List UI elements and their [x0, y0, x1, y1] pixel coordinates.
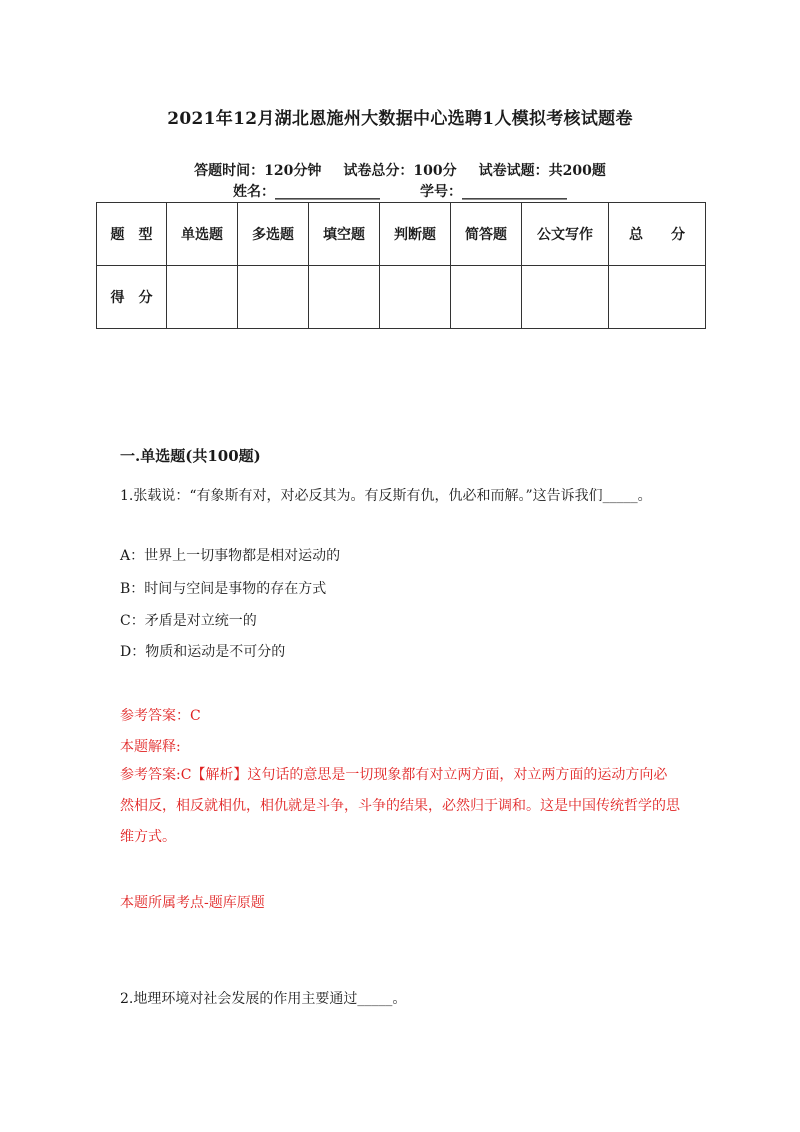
score-row-label: 得 分 — [97, 266, 167, 329]
student-id-field: 学号：_______________ — [420, 184, 567, 200]
question-1-explanation: 参考答案:C【解析】这句话的意思是一切现象都有对立两方面，对立两方面的运动方向必然相反，相反就相仇，相仇就是斗争，斗争的结果，必然归于调和。这是中国传统哲学的思维方式。 — [120, 767, 680, 845]
question-2-stem: 2.地理环境对社会发展的作用主要通过_____。 — [120, 991, 407, 1007]
question-count: 试卷试题：共200题 — [478, 163, 606, 179]
exam-title: 2021年12月湖北恩施州大数据中心选聘1人模拟考核试题卷 — [167, 109, 633, 129]
header-cell-official-writing: 公文写作 — [522, 203, 609, 266]
header-cell-short-answer: 简答题 — [451, 203, 522, 266]
score-cell — [609, 266, 706, 329]
section-title: 一.单选题(共100题) — [120, 447, 261, 465]
answer-time: 答题时间：120分钟 — [194, 163, 322, 179]
question-1-explain-label: 本题解释: — [120, 739, 181, 755]
header-cell-fill-blank: 填空题 — [309, 203, 380, 266]
name-field: 姓名：_______________ — [233, 184, 380, 200]
student-info-line — [0, 181, 800, 201]
question-1-answer: 参考答案：C — [120, 708, 201, 724]
question-1-stem: 1.张载说：“有象斯有对，对必反其为。有反斯有仇，仇必和而解。”这告诉我们_____。 — [120, 488, 652, 504]
score-table-header-row — [97, 203, 706, 266]
question-1-option-a: A：世界上一切事物都是相对运动的 — [120, 548, 341, 564]
question-1-source: 本题所属考点-题库原题 — [120, 895, 265, 911]
score-cell — [167, 266, 238, 329]
score-cell — [522, 266, 609, 329]
question-1-option-b: B：时间与空间是事物的存在方式 — [120, 581, 327, 597]
score-table — [96, 202, 706, 329]
exam-info-line — [0, 160, 800, 180]
header-cell-total: 总 分 — [609, 203, 706, 266]
score-cell — [309, 266, 380, 329]
score-cell — [451, 266, 522, 329]
header-cell-true-false: 判断题 — [380, 203, 451, 266]
header-cell-single-choice: 单选题 — [167, 203, 238, 266]
score-cell — [238, 266, 309, 329]
header-cell-multi-choice: 多选题 — [238, 203, 309, 266]
header-cell-type: 题 型 — [97, 203, 167, 266]
question-1-option-c: C：矛盾是对立统一的 — [120, 613, 257, 629]
score-cell — [380, 266, 451, 329]
total-score: 试卷总分：100分 — [343, 163, 457, 179]
question-1-option-d: D：物质和运动是不可分的 — [120, 644, 286, 660]
score-table-score-row — [97, 266, 706, 329]
